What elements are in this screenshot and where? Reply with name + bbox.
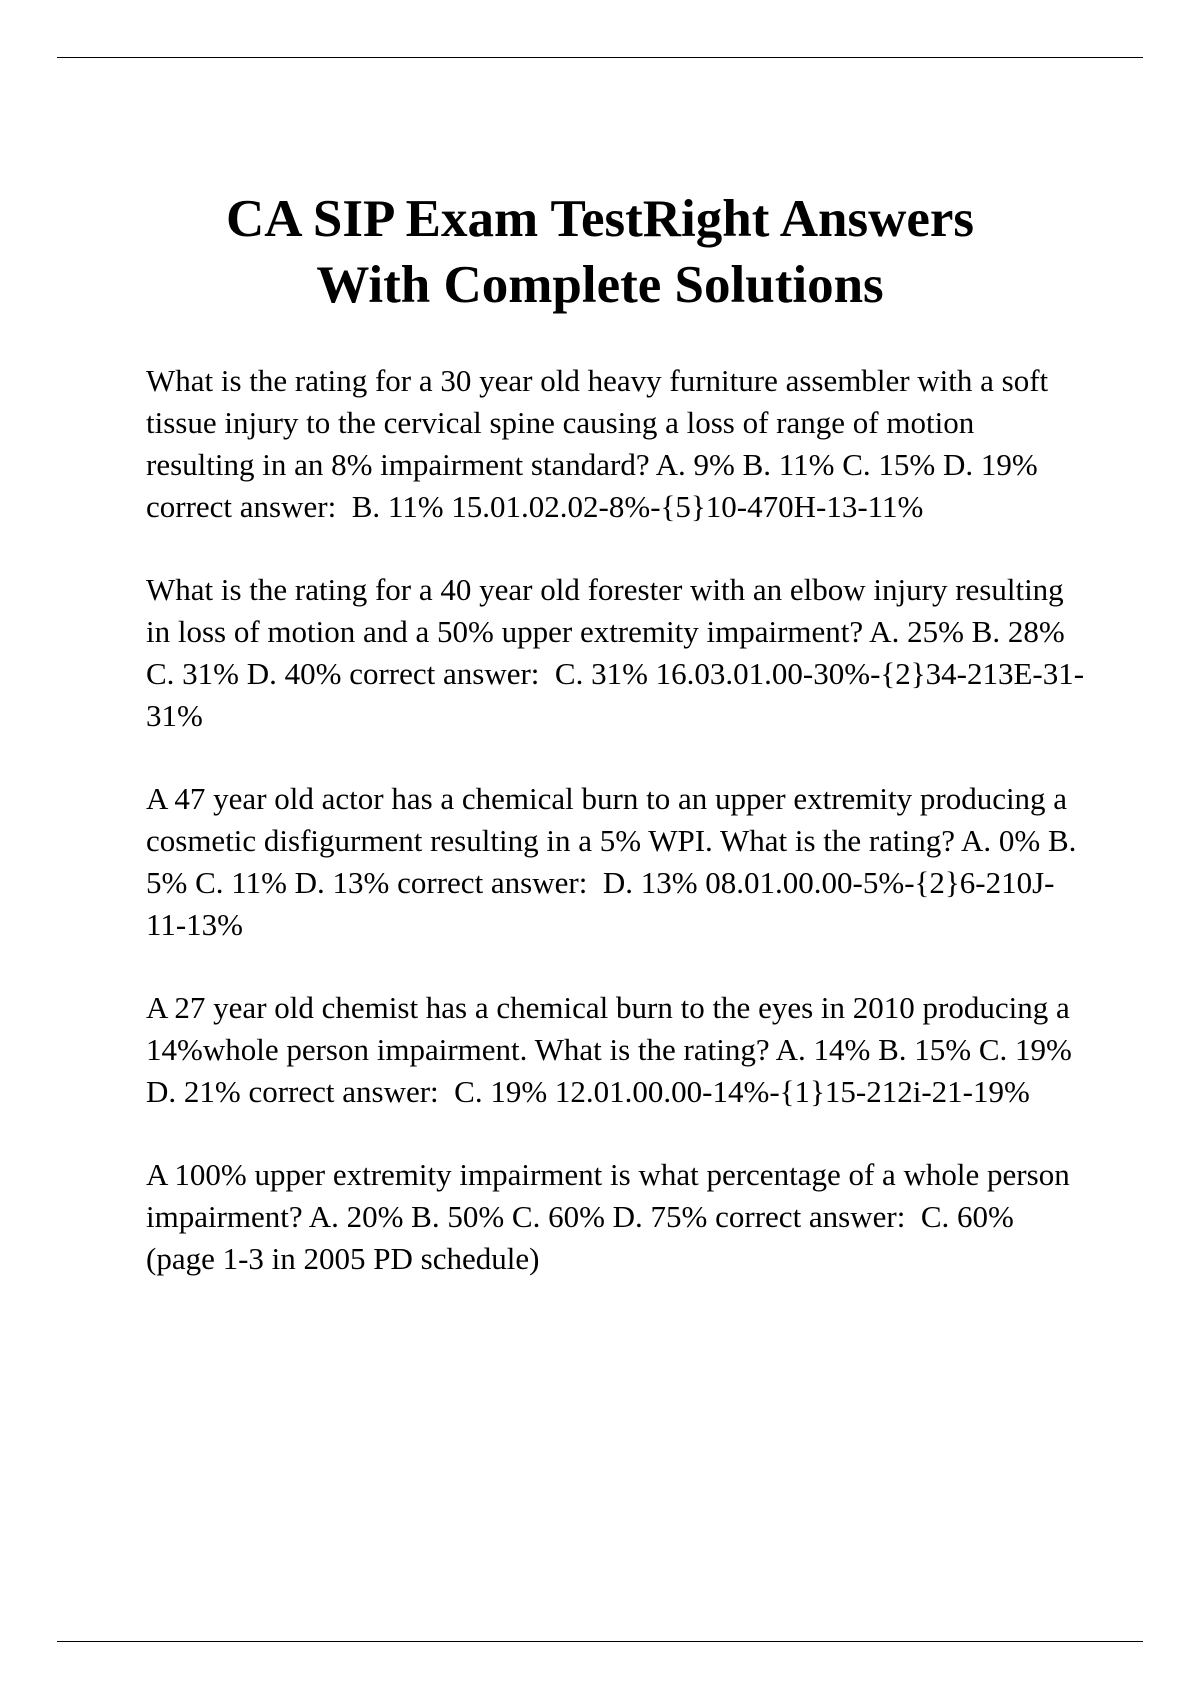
answer-label: correct answer: xyxy=(349,656,540,691)
answer-label: correct answer: xyxy=(146,489,337,524)
title-line-1: CA SIP Exam TestRight Answers xyxy=(225,190,975,248)
answer-label: correct answer: xyxy=(397,865,588,900)
answer-text: C. 31% 16.03.01.00-30%-{2}34-213E-31-31% xyxy=(146,656,1085,733)
bottom-rule xyxy=(57,1641,1143,1642)
answer-text: C. 60% (page 1-3 in 2005 PD schedule) xyxy=(146,1199,1014,1276)
title-line-2: With Complete Solutions xyxy=(316,256,884,314)
question-text: A 27 year old chemist has a chemical burn to the eyes in 2010 producing a 14%whole person impairment. What is the rating? A. 14% B. 15% C. 19% D. 21% xyxy=(146,990,1072,1109)
question-item-5 xyxy=(146,1154,1086,1280)
answer-label: correct answer: xyxy=(248,1074,439,1109)
question-item-3 xyxy=(146,778,1086,946)
answer-label: correct answer: xyxy=(715,1199,906,1234)
question-list xyxy=(146,360,1086,1321)
page-title xyxy=(100,186,1100,318)
question-text: What is the rating for a 30 year old heavy furniture assembler with a soft tissue injury to the cervical spine causing a loss of range of motion resulting in an 8% impairment standard? A. 9% B. 11% C. 15% D. 19% xyxy=(146,363,1049,482)
question-text: What is the rating for a 40 year old forester with an elbow injury resulting in loss of motion and a 50% upper extremity impairment? A. 25% B. 28% C. 31% D. 40% xyxy=(146,572,1065,691)
question-item-1 xyxy=(146,360,1086,528)
question-item-2 xyxy=(146,569,1086,737)
answer-text: C. 19% 12.01.00.00-14%-{1}15-212i-21-19% xyxy=(454,1074,1030,1109)
top-rule xyxy=(57,57,1143,58)
answer-text: D. 13% 08.01.00.00-5%-{2}6-210J-11-13% xyxy=(146,865,1055,942)
question-text: A 100% upper extremity impairment is what percentage of a whole person impairment? A. 20% B. 50% C. 60% D. 75% xyxy=(146,1157,1070,1234)
answer-text: B. 11% 15.01.02.02-8%-{5}10-470H-13-11% xyxy=(351,489,924,524)
question-text: A 47 year old actor has a chemical burn to an upper extremity producing a cosmetic disfigurment resulting in a 5% WPI. What is the rating? A. 0% B. 5% C. 11% D. 13% xyxy=(146,781,1077,900)
question-item-4 xyxy=(146,987,1086,1113)
